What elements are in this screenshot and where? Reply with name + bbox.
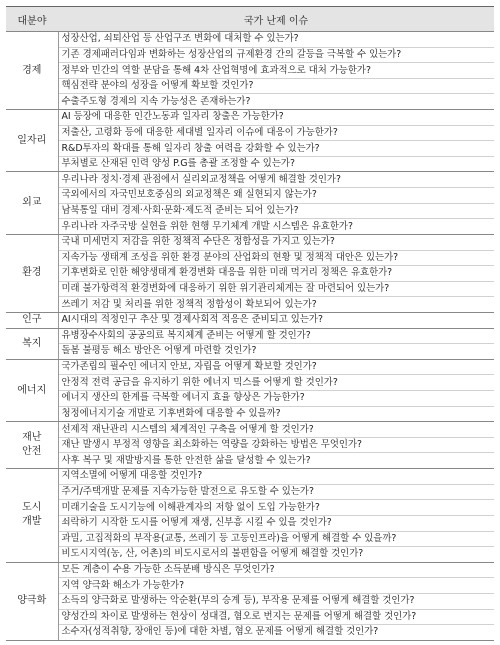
issue-cell: 안정적 전력 공급을 유지하기 위한 에너지 믹스를 어떻게 할 것인가? — [58, 375, 494, 391]
issue-cell: 핵심전략 분야의 성장을 어떻게 확보할 것인가? — [58, 78, 494, 94]
table-row — [6, 578, 494, 594]
table-row — [6, 547, 494, 563]
issue-cell: 선제적 재난관리 시스템의 체계적인 구축을 어떻게 할 것인가? — [58, 422, 494, 438]
issue-cell: 남북통일 대비 경제·사회·문화·제도적 준비는 되어 있는가? — [58, 203, 494, 219]
table-row — [6, 203, 494, 219]
table-header-row — [6, 7, 494, 32]
table-row — [6, 266, 494, 282]
issue-cell: 사후 복구 및 재발방지를 통한 안전한 삶을 달성할 수 있는가? — [58, 453, 494, 469]
table-row — [6, 609, 494, 625]
issue-cell: 쇠락하기 시작한 도시를 어떻게 재생, 신부흥 시킬 수 있을 것인가? — [58, 515, 494, 531]
table-row — [6, 344, 494, 360]
issue-cell: 모든 계층이 수용 가능한 소득분배 방식은 무엇인가? — [58, 562, 494, 578]
issue-cell: 국외에서의 자국민보호중심의 외교정책은 왜 실현되지 않는가? — [58, 188, 494, 204]
issue-cell: 부처별로 산재된 인력 양성 P.G를 총괄 조정할 수 있는가? — [58, 156, 494, 172]
category-cell: 복지 — [6, 328, 58, 359]
issue-cell: 수출주도형 경제의 지속 가능성은 존재하는가? — [58, 94, 494, 110]
national-issues-table — [6, 6, 494, 641]
table-row — [6, 78, 494, 94]
issue-cell: 우리나라 자주국방 실현을 위한 현행 무기체계 개발 시스템은 유효한가? — [58, 219, 494, 235]
issue-cell: 우리나라 정치·경제 관점에서 실리외교정책을 어떻게 해결할 것인가? — [58, 172, 494, 188]
issue-cell: 유병장수사회의 공공의료 복지체계 준비는 어떻게 할 것인가? — [58, 328, 494, 344]
issue-cell: 지속가능 생태계 조성을 위한 환경 분야의 산업화의 현황 및 정책적 대안은 있는가? — [58, 250, 494, 266]
issue-cell: 저출산, 고령화 등에 대응한 세대별 일자리 이슈에 대응이 가능한가? — [58, 125, 494, 141]
header-issue: 국가 난제 이슈 — [58, 7, 494, 32]
category-cell: 일자리 — [6, 110, 58, 172]
issue-cell: 지역 양극화 해소가 가능한가? — [58, 578, 494, 594]
table-row — [6, 515, 494, 531]
issue-cell: 기후변화로 인한 해양생태계 환경변화 대응을 위한 미래 먹거리 정책은 유효한가? — [58, 266, 494, 282]
table-row — [6, 250, 494, 266]
table-row — [6, 469, 494, 485]
issue-cell: 정부와 민간의 역할 분담을 통해 4차 산업혁명에 효과적으로 대처 가능한가? — [58, 63, 494, 79]
category-cell: 환경 — [6, 234, 58, 312]
issue-cell: 성장산업, 쇠퇴산업 등 산업구조 변화에 대처할 수 있는가? — [58, 32, 494, 48]
table-row — [6, 375, 494, 391]
issue-cell: 기존 경제패러다임과 변화하는 성장산업의 규제환경 간의 갈등을 극복할 수 있는가? — [58, 47, 494, 63]
category-cell: 외교 — [6, 172, 58, 234]
issue-cell: 에너지 생산의 한계를 극복할 에너지 효율 향상은 가능한가? — [58, 391, 494, 407]
header-category: 대분야 — [6, 7, 58, 32]
table-row — [6, 234, 494, 250]
issue-cell: 미래 불가항력적 환경변화에 대응하기 위한 위기관리체계는 잘 마련되어 있는가? — [58, 281, 494, 297]
table-row — [6, 406, 494, 422]
table-row — [6, 312, 494, 328]
table-row — [6, 141, 494, 157]
table-row — [6, 281, 494, 297]
issue-cell: 쓰레기 저감 및 처리를 위한 정책적 정합성이 확보되어 있는가? — [58, 297, 494, 313]
category-cell: 도시 개발 — [6, 469, 58, 563]
table-row — [6, 125, 494, 141]
table-row — [6, 453, 494, 469]
table-row — [6, 422, 494, 438]
table-row — [6, 484, 494, 500]
category-cell: 에너지 — [6, 359, 58, 421]
table-row — [6, 437, 494, 453]
issue-cell: 국내 미세먼지 저감을 위한 정책적 수단은 정합성을 가지고 있는가? — [58, 234, 494, 250]
category-cell: 재난 안전 — [6, 422, 58, 469]
table-row — [6, 531, 494, 547]
table-row — [6, 188, 494, 204]
table-row — [6, 63, 494, 79]
table-row — [6, 110, 494, 126]
category-cell: 인구 — [6, 312, 58, 328]
table-row — [6, 391, 494, 407]
table-row — [6, 593, 494, 609]
table-row — [6, 156, 494, 172]
table-row — [6, 219, 494, 235]
table-row — [6, 328, 494, 344]
category-cell: 경제 — [6, 32, 58, 110]
issue-cell: 청정에너지기술 개발로 기후변화에 대응할 수 있을까? — [58, 406, 494, 422]
issue-cell: 주거/주택개발 문제를 지속가능한 발전으로 유도할 수 있는가? — [58, 484, 494, 500]
issue-cell: 양성간의 차이로 발생하는 현상이 성대결, 혐오로 번지는 문제를 어떻게 해결할 것인가? — [58, 609, 494, 625]
table-row — [6, 32, 494, 48]
issue-cell: 미래기술을 도시기능에 이해관계자의 저항 없이 도입 가능한가? — [58, 500, 494, 516]
issue-cell: 소수자(성적취향, 장애인 등)에 대한 차별, 혐오 문제를 어떻게 해결할 것인가? — [58, 625, 494, 641]
table-row — [6, 359, 494, 375]
table-row — [6, 94, 494, 110]
issue-cell: 소득의 양극화로 발생하는 악순환(부의 승계 등), 부작용 문제를 어떻게 해결할 것인가? — [58, 593, 494, 609]
table-row — [6, 625, 494, 641]
issue-table-container — [6, 6, 494, 641]
category-cell: 양극화 — [6, 562, 58, 640]
issue-cell: 국가존립의 필수인 에너지 안보, 자립을 어떻게 확보할 것인가? — [58, 359, 494, 375]
table-row — [6, 500, 494, 516]
issue-cell: R&D투자의 확대를 통해 일자리 창출 여력을 강화할 수 있는가? — [58, 141, 494, 157]
table-row — [6, 297, 494, 313]
issue-cell: 비도시지역(농, 산, 어촌)의 비도시로서의 불편함을 어떻게 해결할 것인가? — [58, 547, 494, 563]
issue-cell: 지역소멸에 어떻게 대응할 것인가? — [58, 469, 494, 485]
table-body — [6, 32, 494, 641]
table-row — [6, 562, 494, 578]
issue-cell: AI 등장에 대응한 인간노동과 일자리 창출은 가능한가? — [58, 110, 494, 126]
issue-cell: AI시대의 적정인구 추산 및 경제사회적 적응은 준비되고 있는가? — [58, 312, 494, 328]
table-row — [6, 47, 494, 63]
table-row — [6, 172, 494, 188]
issue-cell: 재난 발생시 부정적 영향을 최소화하는 역량을 강화하는 방법은 무엇인가? — [58, 437, 494, 453]
issue-cell: 돌봄 불평등 해소 방안은 어떻게 마련할 것인가? — [58, 344, 494, 360]
issue-cell: 과밀, 고집적화의 부작용(교통, 쓰레기 등 고등인프라)을 어떻게 해결할 수 있을까? — [58, 531, 494, 547]
